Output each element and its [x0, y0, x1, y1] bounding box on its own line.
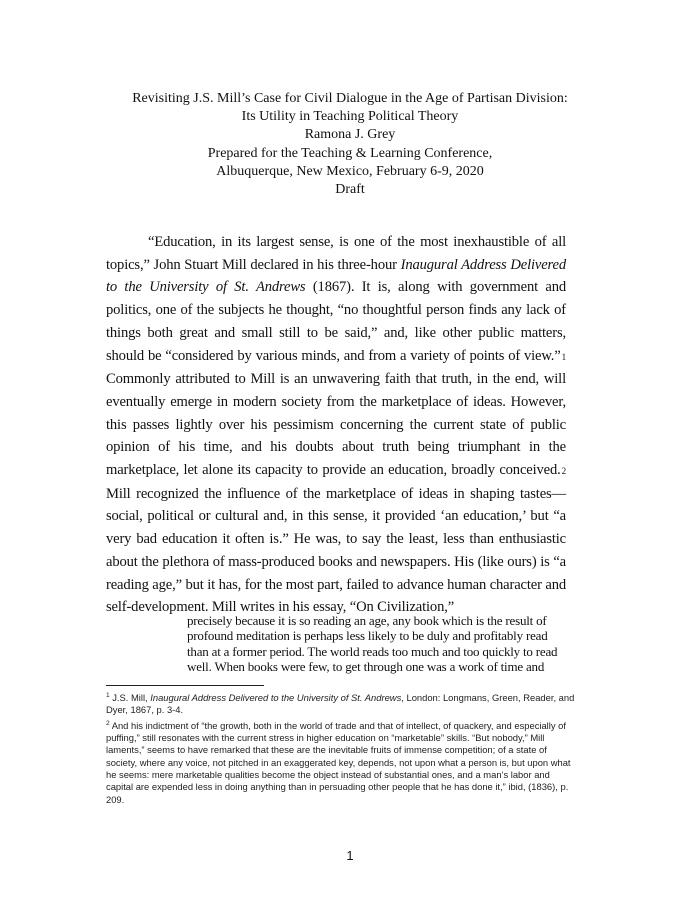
footnote-1-number: 1	[106, 692, 110, 699]
author-name: Ramona J. Grey	[304, 127, 396, 143]
page-number: 1	[346, 848, 354, 863]
body-text-2: (1867). It is, along with government and politics, one of the subjects he thought, “no thoughtful person finds any lack of things both great and small still to be said,” and, like other public matters, should be “considered by various minds, and from a variety of points of view.”	[106, 279, 567, 364]
footnote-divider	[106, 685, 264, 686]
footnote-1-title: Inaugural Address Delivered to the University of St. Andrews	[150, 692, 402, 704]
footnote-2-number: 2	[106, 719, 110, 727]
title-block	[0, 90, 700, 199]
footnote-1: $^1$ J.S. Mill, Inaugural Address Delivered to the University of St. Andrews, London: Longmans, Green, Reader, and Dyer, 1867, p. 3-4.	[106, 692, 575, 716]
footnote-ref-2[interactable]: 2	[561, 466, 566, 477]
footnotes	[106, 690, 576, 807]
block-quote: precisely because it is so reading an age, any book which is the result of profound meditation is perhaps less likely to be duly and profitably read than at a former period. The world reads too much and too quickly to read well. When books were few, to get through one was a work of time and	[187, 613, 558, 674]
draft-label: Draft	[335, 182, 365, 198]
footnote-ref-1[interactable]: 1	[561, 351, 566, 362]
body-text-3: Commonly attributed to Mill is an unwavering faith that truth, in the end, will eventually emerge in modern society from the marketplace of ideas. However, this passes lightly over his pessimism concerning the current state of public opinion of his time, and his doubts about truth being triumphant in the marketplace, let alone its capacity to provide an education, broadly conceived.	[106, 371, 566, 479]
title-line-1: Revisiting J.S. Mill’s Case for Civil Dialogue in the Age of Partisan Division:	[132, 91, 568, 106]
body-text-1: “Education, in its largest sense, is one of the most inexhaustible of all topics,” John Stuart Mill declared in his three-hour	[106, 234, 566, 273]
title-line-2: Its Utility in Teaching Political Theory	[241, 109, 459, 125]
footnote-2: $^2$ And his indictment of “the growth, both in the world of trade and that of intellect, of quackery, and especially of puffing,” still resonates with the current stress in higher education on “marketable” skills. “But nobody,” Mill laments,” seems to have remarked that these are the inevitable fruits of immense competition; of a state of society, where any voice, not pitched in an exaggerated key, depends, not upon what a person is, but upon what he seems: mere marketable qualities become the object instead of substantial ones, and a man’s labor and capital are expended less in doing anything than in persuading other people that he has done it,” ibid, (1836), p. 209.	[106, 719, 571, 805]
work-title-italic: Inaugural Address Delivered to the University of St. Andrews	[106, 256, 566, 296]
body-text-4: Mill recognized the influence of the marketplace of ideas in shaping tastes—social, political or cultural and, in this sense, it provided ‘an education,’ but “a very bad education it often is.” He was, to say the least, less than enthusiastic about the plethora of mass-produced books and newspapers. His (like ours) is “a reading age,” but it has, for the most part, failed to advance human character and self-development. Mill writes in his essay, “On Civilization,”	[106, 485, 566, 616]
conference-line: Prepared for the Teaching & Learning Conference,	[207, 145, 493, 161]
location-date-line: Albuquerque, New Mexico, February 6-9, 2020	[216, 163, 484, 179]
body-paragraph	[106, 231, 566, 619]
